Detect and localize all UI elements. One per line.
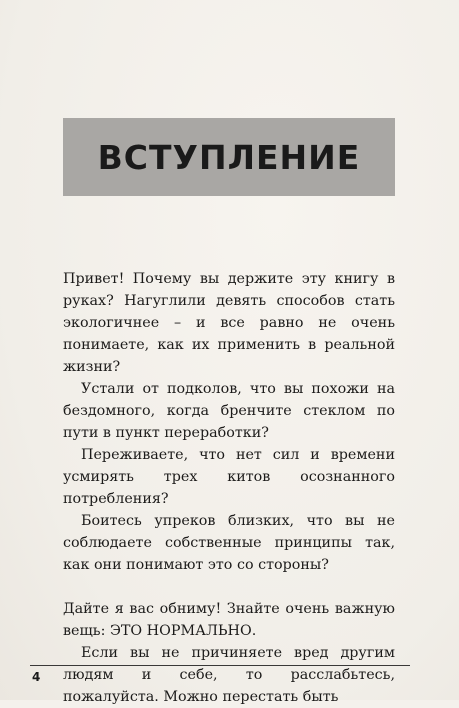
chapter-title: ВСТУПЛЕНИЕ xyxy=(97,137,361,177)
paragraph: Устали от подколов, что вы похожи на бездомного, когда бренчите стеклом по пути в пункт переработки? xyxy=(63,381,395,441)
paragraph: Привет! Почему вы держите эту книгу в руках? Нагуглили девять способов стать экологичнее – и все равно не очень понимаете, как их применить в реальной жизни? xyxy=(63,271,395,375)
footer-rule xyxy=(30,665,410,666)
paragraph: Дайте я вас обниму! Знайте очень важную вещь: ЭТО НОРМАЛЬНО. xyxy=(63,601,395,639)
chapter-heading-band xyxy=(63,118,395,196)
page-number: 4 xyxy=(32,670,41,684)
paragraph: Переживаете, что нет сил и времени усмирять трех китов осознанного потребления? xyxy=(63,447,395,507)
paragraph: Если вы не причиняете вред другим людям и себе, то расслабьтесь, пожалуйста. Можно перестать быть xyxy=(63,645,395,705)
paragraph: Боитесь упреков близких, что вы не соблюдаете собственные принципы так, как они понимают это со стороны? xyxy=(63,513,395,573)
body-text xyxy=(63,268,395,708)
